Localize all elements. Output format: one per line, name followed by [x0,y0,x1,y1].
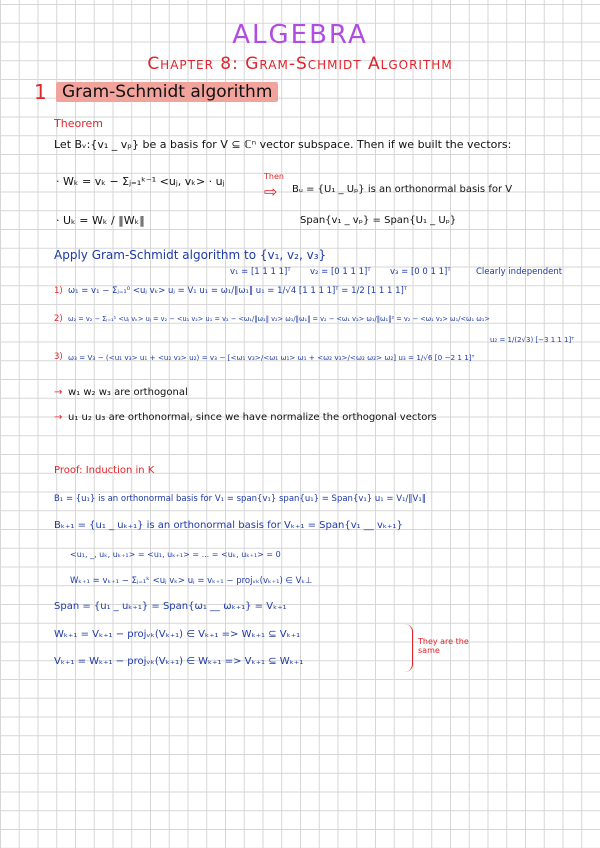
vector-v1: v₁ = [1 1 1 1]ᵀ [230,267,291,277]
orthonormal-note: u₁ u₂ u₃ are orthonormal, since we have normalize the orthogonal vectors [68,412,437,423]
proof-label: Proof: Induction in K [54,465,155,476]
vector-v2: v₂ = [0 1 1 1]ᵀ [310,267,371,277]
theorem-intro: Let Bᵥ:{v₁ _ vₚ} be a basis for V ⊆ ℂⁿ vector subspace. Then if we built the vectors: [54,138,512,151]
step-1-number: 1) [54,286,63,296]
right-arrow-icon: ⇨ [264,182,278,201]
u2-result: u₂ = 1/(2√3) [−3 1 1 1]ᵀ [490,336,574,344]
w-definition: · Wₖ = vₖ − Σⱼ₌₁ᵏ⁻¹ <uⱼ, vₖ> · uⱼ [56,175,225,188]
page-title: ALGEBRA [232,20,368,50]
proof-line-2: Bₖ₊₁ = {u₁ _ uₖ₊₁} is an orthonormal basis for Vₖ₊₁ = Span{v₁ __ vₖ₊₁} [54,520,403,531]
step-1: ω₁ = v₁ − Σⱼ₌₁⁰ <uⱼ vₖ> uⱼ = V₁ u₁ = ω₁/‖ω₁‖ u₁ = 1/√4 [1 1 1 1]ᵀ = 1/2 [1 1 1 1]ᵀ [68,286,408,296]
orthogonal-note: w₁ w₂ w₃ are orthogonal [68,387,188,398]
step-2-number: 2) [54,314,63,324]
step-3: ω₃ = V₃ − (<u₁ v₃> u₁ + <u₂ v₃> u₂) = v₃ − [<ω₁ v₃>/<ω₁ ω₁> ω₁ + <ω₂ v₃>/<ω₂ ω₂> ω₂] u₃ = 1/√6 [0 −2 1 1]ᵀ [68,353,475,362]
bullet-arrow-icon: → [54,412,63,423]
chapter-title: Chapter 8: Gram-Schmidt Algorithm [147,54,453,74]
vector-v3: v₃ = [0 0 1 1]ᵀ [390,267,451,277]
theorem-conclusion-basis: Bᵤ = {U₁ _ Uₚ} is an orthonormal basis for V [292,184,513,195]
step-3-number: 3) [54,352,63,362]
bullet-arrow-icon: → [54,387,63,398]
section-number: 1 [34,80,47,104]
theorem-label: Theorem [54,117,103,130]
proof-line-4: Wₖ₊₁ = vₖ₊₁ − Σⱼ₌₁ᵏ <uⱼ vₖ> uⱼ = vₖ₊₁ − projᵥₖ(vₖ₊₁) ∈ Vₖ⊥ [70,576,313,586]
independence-note: Clearly independent [476,267,563,277]
side-note: They are the same [418,637,469,655]
proof-line-3: <u₁, _, uₖ, uₖ₊₁> = <u₁, uₖ₊₁> = ... = <uₖ, uₖ₊₁> = 0 [70,550,281,559]
proof-line-7: Vₖ₊₁ = Wₖ₊₁ − projᵥₖ(Vₖ₊₁) ∈ Wₖ₊₁ => Vₖ₊₁ ⊆ Wₖ₊₁ [54,656,304,667]
u-definition: · Uₖ = Wₖ / ‖Wₖ‖ [56,214,145,227]
proof-line-6: Wₖ₊₁ = Vₖ₊₁ − projᵥₖ(Vₖ₊₁) ∈ Vₖ₊₁ => Wₖ₊₁ ⊆ Vₖ₊₁ [54,629,301,640]
proof-line-1: B₁ = {u₁} is an orthonormal basis for V₁ = span{v₁} span{u₁} = Span{v₁} u₁ = V₁/‖V₁‖ [54,494,427,504]
theorem-conclusion-span: Span{v₁ _ vₚ} = Span{U₁ _ Uₚ} [300,215,457,226]
then-label: Then [264,172,284,181]
example-intro: Apply Gram-Schmidt algorithm to {v₁, v₂, v₃} [54,248,327,262]
curly-brace [404,624,413,672]
step-2: ω₂ = v₂ − Σⱼ₌₁¹ <uⱼ vₖ> uⱼ = v₂ − <u₁ v₂> u₁ = v₂ − <ω₁/‖ω₁‖ v₂> ω₁/‖ω₁‖ = v₂ − <ω₁ v₂> ω₁/‖ω₁‖² = v₂ − <ω₁ v₂> ω₁/<ω₁ ω₁> [68,315,490,323]
section-title: Gram-Schmidt algorithm [56,82,278,102]
proof-line-5: Span = {u₁ _ uₖ₊₁} = Span{ω₁ __ ωₖ₊₁} = Vₖ₊₁ [54,601,287,612]
